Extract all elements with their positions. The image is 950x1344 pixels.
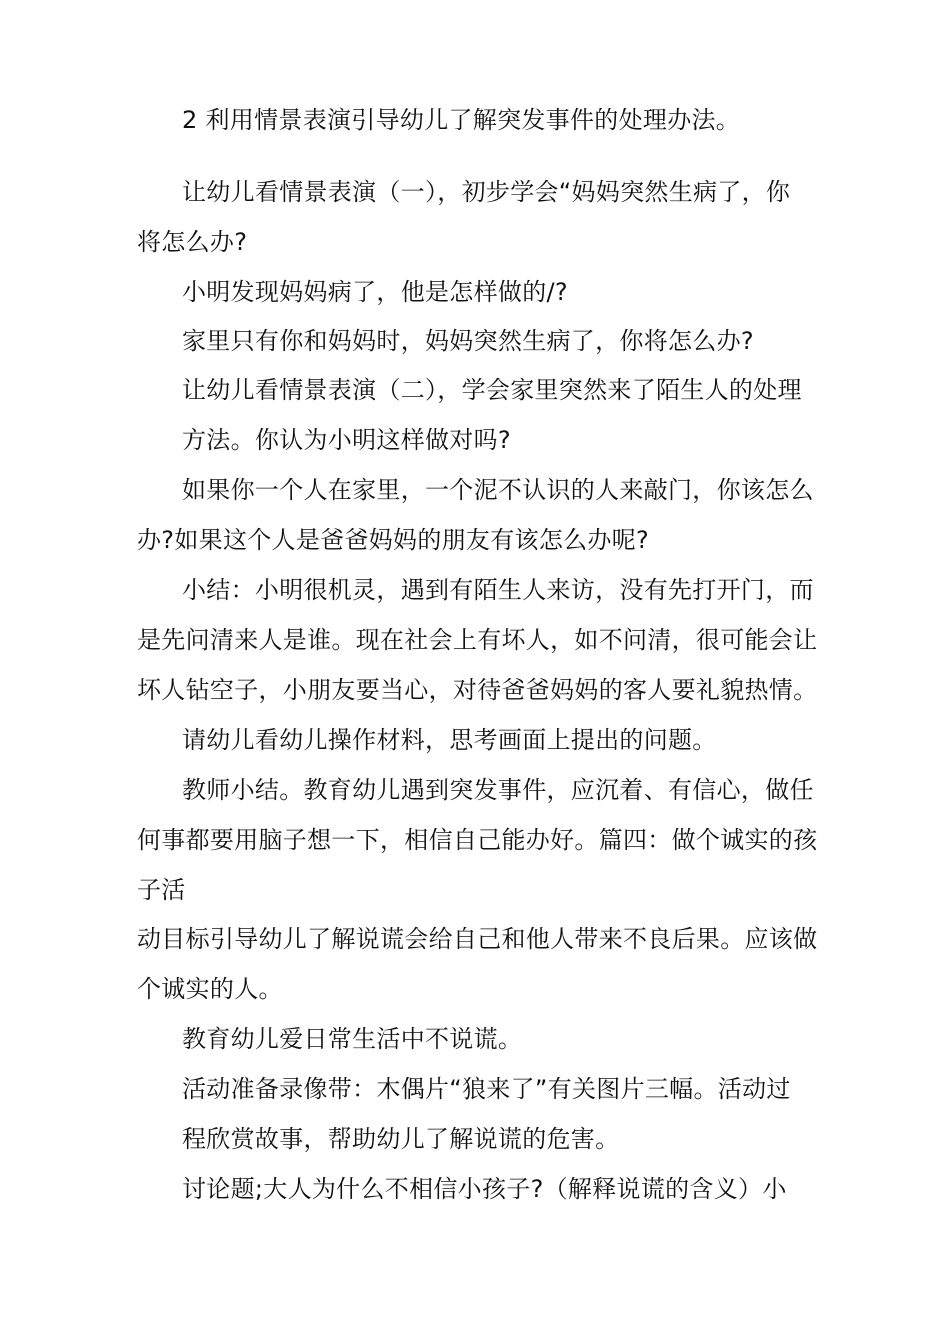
text-line: 办?如果这个人是爸爸妈妈的朋友有该怎么办呢? (137, 526, 650, 554)
text-line: 请幼儿看幼儿操作材料，思考画面上提出的问题。 (182, 726, 717, 754)
text-line: 将怎么办? (137, 228, 248, 256)
text-line: 个诚实的人。 (137, 975, 283, 1003)
text-line: 讨论题;大人为什么不相信小孩子?（解释说谎的含义）小 (182, 1175, 787, 1203)
text-line: 动目标引导幼儿了解说谎会给自己和他人带来不良后果。应该做 (137, 925, 818, 953)
text-line: 何事都要用脑子想一下，相信自己能办好。篇四：做个诚实的孩 (137, 826, 818, 854)
text-line: 小明发现妈妈病了，他是怎样做的/? (182, 278, 568, 306)
text-line: 如果你一个人在家里，一个泥不认识的人来敲门，你该怎么 (182, 476, 814, 504)
text-line: 是先问清来人是谁。现在社会上有坏人，如不问清，很可能会让 (137, 626, 818, 654)
text-line: 教师小结。教育幼儿遇到突发事件，应沉着、有信心，做任 (182, 776, 814, 804)
text-line: 子活 (137, 876, 186, 904)
text-line: 2 利用情景表演引导幼儿了解突发事件的处理办法。 (182, 106, 741, 134)
text-line: 让幼儿看情景表演（一），初步学会“妈妈突然生病了，你 (182, 178, 791, 206)
text-line: 家里只有你和妈妈时，妈妈突然生病了，你将怎么办? (182, 327, 754, 355)
text-line: 坏人钻空子，小朋友要当心，对待爸爸妈妈的客人要礼貌热情。 (137, 676, 818, 704)
text-line: 小结：小明很机灵，遇到有陌生人来访，没有先打开门，而 (182, 576, 814, 604)
text-line: 活动准备录像带：木偶片“狼来了”有关图片三幅。活动过 (182, 1075, 791, 1103)
text-line: 让幼儿看情景表演（二），学会家里突然来了陌生人的处理 (182, 376, 802, 404)
text-line: 程欣赏故事，帮助幼儿了解说谎的危害。 (182, 1125, 620, 1153)
text-line: 方法。你认为小明这样做对吗? (182, 426, 511, 454)
text-line: 教育幼儿爱日常生活中不说谎。 (182, 1025, 523, 1053)
